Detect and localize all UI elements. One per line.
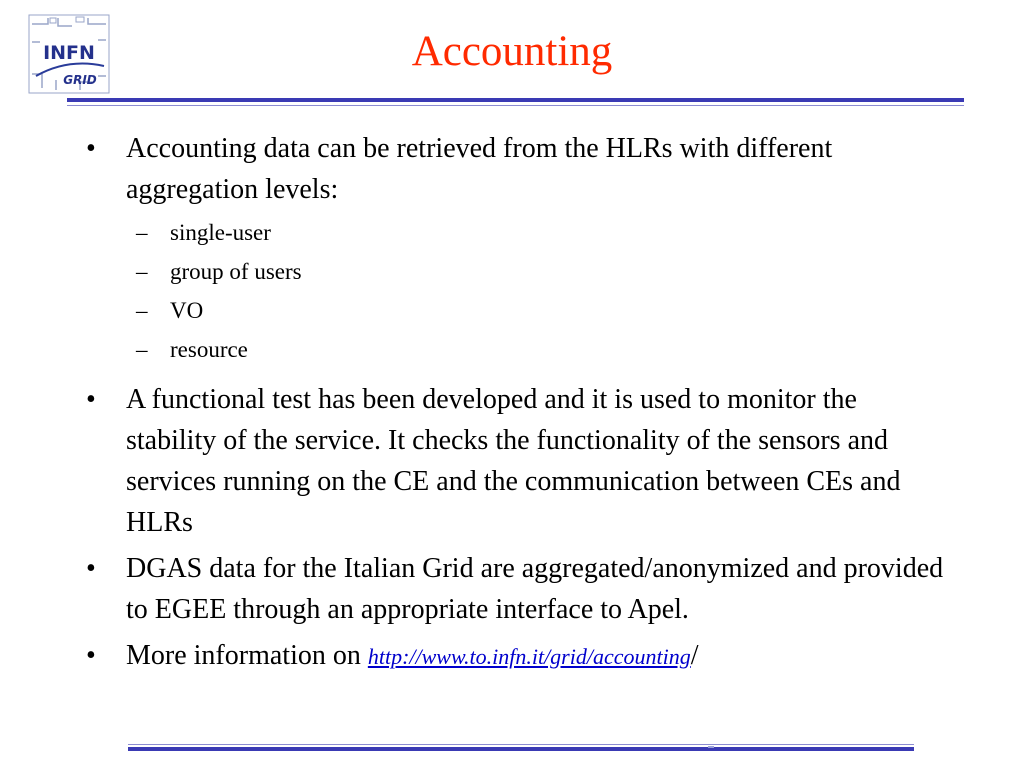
bullet-item [80,635,950,677]
bullet-item [80,548,950,630]
bullet-dot: • [86,640,96,671]
sub-dash: – [136,337,148,362]
sub-item [80,218,950,248]
sub-item [80,257,950,287]
bullet-item [80,128,950,210]
logo-text-grid: GRID [63,73,97,87]
sub-item-text: group of users [170,259,302,284]
sub-list [80,218,950,365]
sub-dash: – [136,259,148,284]
sub-item [80,335,950,365]
bullet-text: DGAS data for the Italian Grid are aggregated/anonymized and provided to EGEE through an appropriate interface to Apel. [126,553,944,625]
bullet-prefix: More information on [126,640,368,671]
bullet-dot: • [86,384,96,415]
bullet-item [80,379,950,543]
logo-text-infn: INFN [43,42,95,64]
slide-content [80,128,950,682]
slide-title: Accounting [411,28,613,75]
bullet-suffix: / [690,640,699,671]
bullet-text: Accounting data can be retrieved from the HLRs with different aggregation levels: [126,133,833,205]
sub-item [80,296,950,326]
bottom-divider-mark [708,746,714,748]
sub-dash: – [136,298,148,323]
top-divider [67,98,964,102]
sub-dash: – [136,220,148,245]
bullet-dot: • [86,553,96,584]
bullet-dot: • [86,133,96,164]
accounting-link[interactable]: http://www.to.infn.it/grid/accounting [367,644,691,669]
bottom-divider-thin [128,744,914,745]
bullet-text: A functional test has been developed and it is used to monitor the stability of the service. It checks the functionality of the sensors and services running on the CE and the communication between CEs and HLRs [126,384,901,538]
top-divider-thin [67,105,964,106]
sub-item-text: resource [170,337,248,362]
bottom-divider [128,747,914,751]
sub-item-text: single-user [170,220,271,245]
sub-item-text: VO [170,298,204,323]
